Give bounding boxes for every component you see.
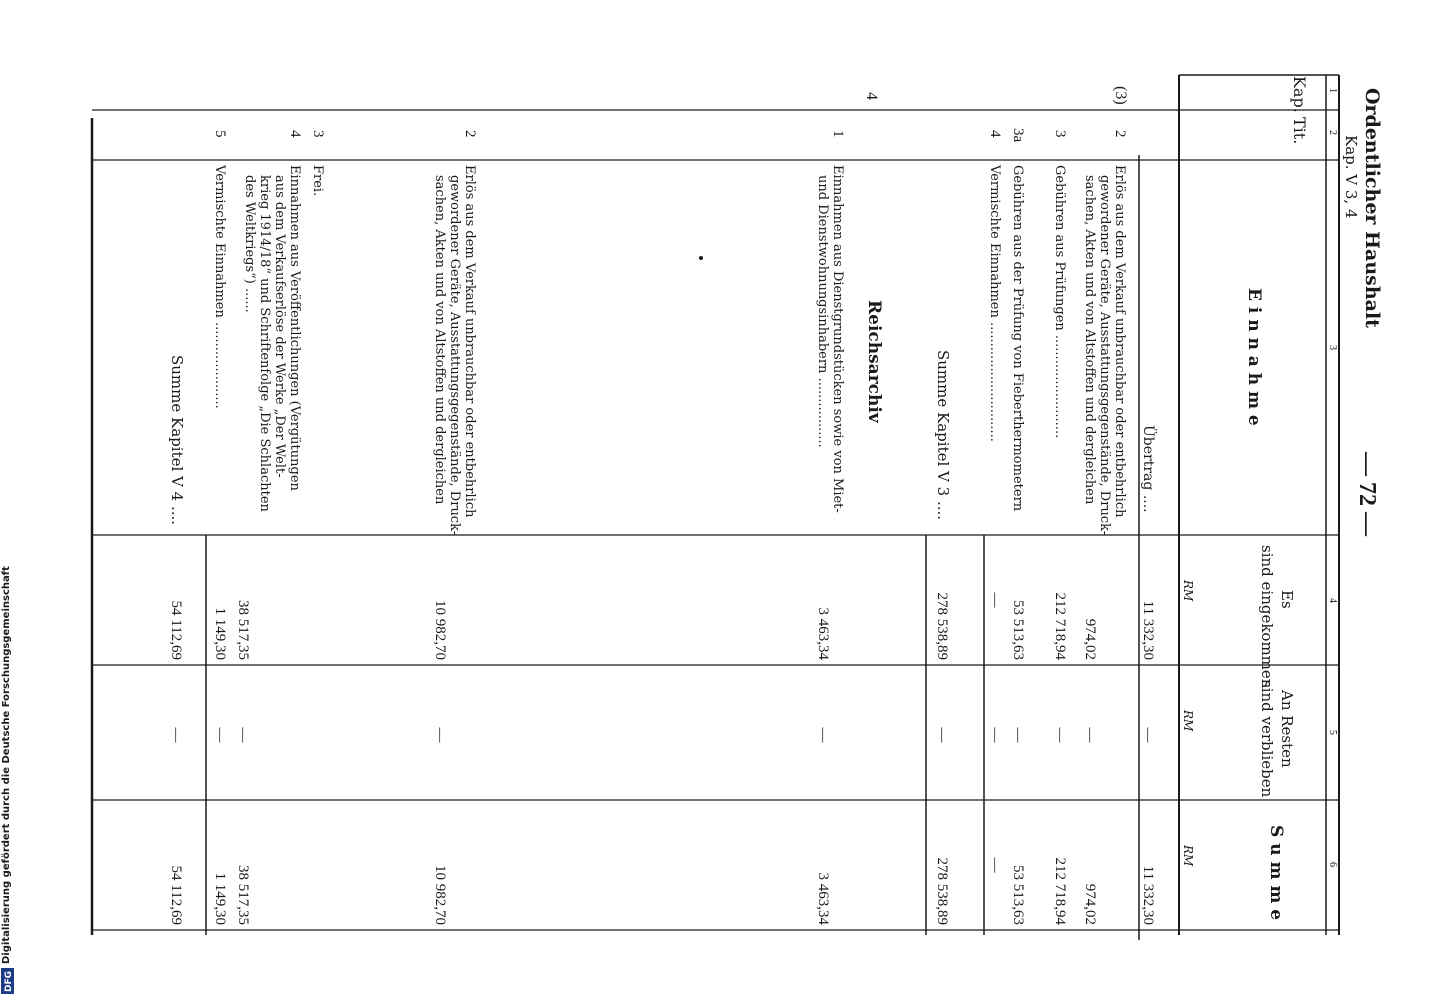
value-eingekommen: 212 718,94 xyxy=(1052,592,1068,660)
column-number: 5 xyxy=(1327,730,1338,735)
tit-number: 3a xyxy=(1010,128,1026,143)
tit-number: 4 xyxy=(287,130,303,138)
unit-rm: RM xyxy=(1181,580,1195,602)
value-summe: 3 463,34 xyxy=(815,872,831,925)
row-text-line: sachen, Akten und von Altstoffen und dergleichen xyxy=(1082,175,1097,505)
tit-number: 3 xyxy=(310,130,326,138)
tit-number: 4 xyxy=(987,130,1003,138)
total-eingekommen: 54 112,69 xyxy=(168,600,184,660)
row-text-line: aus dem Verkaufserlöse der Werke „Der Welt- xyxy=(272,175,287,478)
header-verblieben: sind verblieben xyxy=(1258,680,1276,798)
ink-speck xyxy=(699,256,703,260)
value-summe: 38 517,35 xyxy=(235,865,251,925)
table-row xyxy=(987,130,1003,874)
header-tit: Tit. xyxy=(1290,117,1309,145)
value-summe: 212 718,94 xyxy=(1052,857,1068,925)
row-text-line: gewordener Geräte, Ausstattungsgegenstände, Druck- xyxy=(447,175,462,536)
total-summe: 278 538,89 xyxy=(934,857,950,925)
value-rest: — xyxy=(1010,727,1026,743)
table-row xyxy=(310,130,326,196)
dfg-badge-text: DFG xyxy=(4,970,14,992)
header-es: Es xyxy=(1278,590,1296,609)
row-text-line: und Dienstwohnungsinhabern ................. xyxy=(815,175,830,448)
value-eingekommen: — xyxy=(987,592,1003,608)
table-row xyxy=(212,130,228,925)
row-text-line: sachen, Akten und von Altstoffen und dergleichen xyxy=(432,175,447,505)
table-row xyxy=(1052,130,1068,926)
row-text-line: Erlös aus dem Verkauf unbrauchbar oder entbehrlich xyxy=(1112,165,1127,518)
uebertrag-rest: — xyxy=(1140,727,1156,743)
value-summe: 10 982,70 xyxy=(432,865,448,925)
value-eingekommen: 38 517,35 xyxy=(235,600,251,660)
row-text-line: gewordener Geräte, Ausstattungsgegenstände, Druck- xyxy=(1097,175,1112,536)
table-row xyxy=(235,130,303,925)
kap-number: 4 xyxy=(863,92,880,100)
value-rest: — xyxy=(987,727,1003,743)
value-rest: — xyxy=(212,727,228,743)
value-summe: 1 149,30 xyxy=(212,872,228,925)
value-eingekommen: 1 149,30 xyxy=(212,607,228,660)
tit-number: 2 xyxy=(1112,130,1128,138)
row-text-line: Vermischte Einnahmen ............................. xyxy=(987,165,1002,442)
header-kap: Kap. xyxy=(1290,76,1309,113)
uebertrag-sum: 11 332,30 xyxy=(1140,865,1156,925)
row-text-line: Erlös aus dem Verkauf unbrauchbar oder entbehrlich xyxy=(462,165,477,518)
value-rest: — xyxy=(815,727,831,743)
table-row xyxy=(432,130,478,925)
uebertrag-label: Übertrag .... xyxy=(1140,425,1156,513)
value-rest: — xyxy=(432,727,448,743)
total-label: Summe Kapitel V 3 .... xyxy=(934,350,952,521)
total-summe: 54 112,69 xyxy=(168,865,184,925)
column-number-strip xyxy=(1327,88,1338,867)
running-head: Ordentlicher Haushalt xyxy=(1361,88,1383,328)
total-row xyxy=(934,350,952,925)
total-rest: — xyxy=(934,727,950,743)
column-number: 4 xyxy=(1327,598,1338,603)
tit-number: 5 xyxy=(212,130,228,138)
total-label: Summe Kapitel V 4 .... xyxy=(168,355,186,526)
value-eingekommen: 53 513,63 xyxy=(1010,600,1026,660)
value-rest: — xyxy=(1052,727,1068,743)
chapter-ref: Kap. V 3, 4 xyxy=(1342,135,1360,219)
column-number: 2 xyxy=(1327,130,1338,135)
value-eingekommen: 10 982,70 xyxy=(432,600,448,660)
header-an-resten: An Resten xyxy=(1278,690,1296,768)
header-eingekommen: sind eingekommen xyxy=(1258,545,1276,689)
row-text-line: Gebühren aus der Prüfung von Fieberthermometern xyxy=(1010,165,1025,512)
value-summe: — xyxy=(987,857,1003,873)
table-row xyxy=(1082,130,1128,925)
section-heading: Reichsarchiv xyxy=(864,300,884,423)
row-text-line: Frei. xyxy=(310,165,325,197)
value-rest: — xyxy=(235,727,251,743)
value-summe: 974,02 xyxy=(1082,883,1098,925)
kap-number: (3) xyxy=(1112,86,1129,105)
rotated-page xyxy=(92,75,1383,940)
table-row xyxy=(1010,128,1026,925)
column-number: 6 xyxy=(1327,862,1338,867)
tit-number: 2 xyxy=(462,130,478,138)
row-text-line: Gebühren aus Prüfungen ......................... xyxy=(1052,165,1067,439)
funding-note: Digitalisierung gefördert durch die Deutsche Forschungsgemeinschaft xyxy=(1,566,12,964)
chapter-v3 xyxy=(934,86,1158,935)
total-row xyxy=(168,355,186,925)
row-text-line: des Weltkriegs“) ...... xyxy=(242,175,257,313)
row-text-line: Einnahmen aus Dienstgrundstücken sowie von Miet- xyxy=(830,165,845,513)
uebertrag-in: 11 332,30 xyxy=(1140,600,1156,660)
total-eingekommen: 278 538,89 xyxy=(934,592,950,660)
row-text-line: Einnahmen aus Veröffentlichungen (Vergütungen xyxy=(287,165,302,491)
row-text-line: krieg 1914/18“ und Schriftenfolge „Die Schlachten xyxy=(257,175,272,512)
value-summe: 53 513,63 xyxy=(1010,865,1026,925)
value-eingekommen: 974,02 xyxy=(1082,618,1098,660)
tit-number: 1 xyxy=(830,130,846,138)
unit-rm: RM xyxy=(1181,845,1195,867)
total-rest: — xyxy=(168,727,184,743)
column-headers xyxy=(1181,76,1309,920)
value-eingekommen: 3 463,34 xyxy=(815,607,831,660)
column-number: 1 xyxy=(1327,88,1338,93)
unit-rm: RM xyxy=(1181,710,1195,732)
dfg-logo xyxy=(1,968,14,994)
header-summe: S u m m e xyxy=(1266,825,1286,921)
column-number: 3 xyxy=(1327,345,1338,350)
tit-number: 3 xyxy=(1052,130,1068,138)
page-number: — 72 — xyxy=(1354,452,1380,536)
value-rest: — xyxy=(1082,727,1098,743)
header-einnahme: E i n n a h m e xyxy=(1244,288,1264,426)
row-text-line: Vermischte Einnahmen ..................... xyxy=(212,165,227,409)
chapter-v4 xyxy=(168,92,926,935)
table-row xyxy=(815,130,846,926)
